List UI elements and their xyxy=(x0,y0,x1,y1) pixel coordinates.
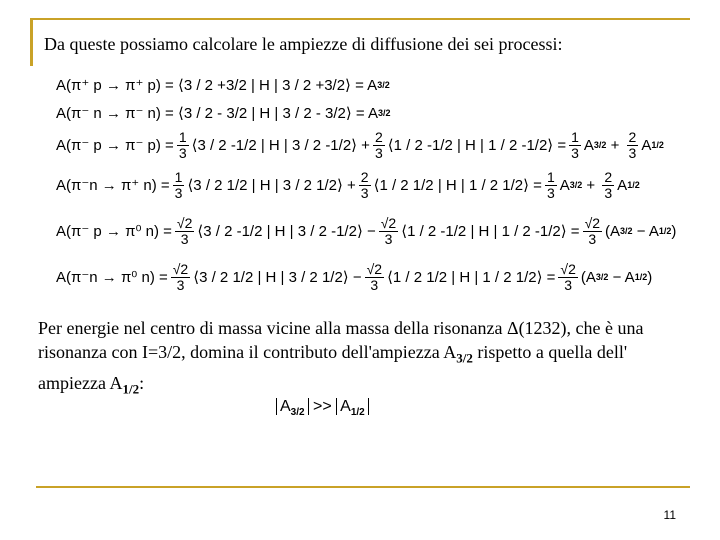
fraction: $\frac{√2}{3}$ xyxy=(584,214,601,247)
eq-process: π⁻ p → π⁻ p) = xyxy=(71,137,174,154)
top-accent-line xyxy=(30,18,690,20)
eq-process: π⁻n → π⁺ n) = xyxy=(71,177,170,194)
equation-row: A( π⁻n → π⁰ n) = $\frac{√2}{3}$ ⟨3 / 2 1/2 | H | 3 / 2 1/2⟩ − $\frac{√2}{3}$ ⟨1 / 2 1/2 | H | 1 / 2 1/2⟩ = $\frac{√2}{3}$ (A 3/2 − A 1/2 ) xyxy=(56,260,653,293)
eq-amplitude-symbol: A( xyxy=(56,76,71,94)
equation-row xyxy=(56,96,391,130)
fraction: $\frac{2}{3}$ xyxy=(360,168,369,201)
fraction: $\frac{2}{3}$ xyxy=(628,128,637,161)
slide-title: Da queste possiamo calcolare le ampiezze di diffusione dei sei processi: xyxy=(44,34,563,54)
eq-term: ) xyxy=(647,268,653,286)
eq-term: A xyxy=(559,176,570,194)
fraction: $\frac{2}{3}$ xyxy=(604,168,613,201)
equation-row: A( π⁻ p → π⁰ n) = $\frac{√2}{3}$ ⟨3 / 2 -1/2 | H | 3 / 2 -1/2⟩ − $\frac{√2}{3}$ ⟨1 / 2 -1/2 | H | 1 / 2 -1/2⟩ = $\frac{√2}{3}$ (A 3/2 − A 1/2 ) xyxy=(56,214,677,247)
eq-expression: π⁺ p → π⁺ p) = ⟨3 / 2 +3/2 | H | 3 / 2 +3/2⟩ = A xyxy=(71,77,378,94)
eq-amplitude-symbol: A( xyxy=(56,104,71,122)
eq-term: (A xyxy=(605,222,621,240)
eq-term: ⟨3 / 2 1/2 | H | 3 / 2 1/2⟩ − xyxy=(193,269,362,286)
fraction: $\frac{1}{3}$ xyxy=(546,168,555,201)
eq-amplitude-symbol: A( xyxy=(56,176,71,194)
eq-process: π⁻n → π⁰ n) = xyxy=(71,269,168,286)
fraction: $\frac{√2}{3}$ xyxy=(172,260,189,293)
fraction: $\frac{2}{3}$ xyxy=(374,128,383,161)
eq-term: − A xyxy=(608,268,635,286)
eq-term: A xyxy=(617,176,628,194)
fraction: $\frac{√2}{3}$ xyxy=(560,260,576,293)
bottom-accent-line xyxy=(36,486,690,488)
eq-term: ⟨1 / 2 -1/2 | H | 1 / 2 -1/2⟩ = xyxy=(401,223,580,240)
equation-row: A( π⁻n → π⁺ n) = $\frac{1}{3}$ ⟨3 / 2 1/2 | H | 3 / 2 1/2⟩ + $\frac{2}{3}$ ⟨1 / 2 1/2 | H | 1 / 2 1/2⟩ = $\frac{1}{3}$ A 3/2 + $\frac{2}{3}$ A 1/2 xyxy=(56,168,640,201)
eq-subscript: 3/2 xyxy=(377,80,390,90)
eq-term: A xyxy=(583,136,594,154)
eq-term: ⟨3 / 2 -1/2 | H | 3 / 2 -1/2⟩ + xyxy=(191,137,370,154)
eq-amplitude-symbol: A( xyxy=(56,268,71,286)
amplitude-inequality xyxy=(276,398,369,418)
eq-term: ⟨1 / 2 1/2 | H | 1 / 2 1/2⟩ = xyxy=(387,269,556,286)
eq-term: A xyxy=(641,136,652,154)
abs-a32: $A_{3/2}$ xyxy=(276,398,309,415)
eq-term: − A xyxy=(632,222,659,240)
eq-subscript: 3/2 xyxy=(378,108,391,118)
eq-term: ⟨3 / 2 -1/2 | H | 3 / 2 -1/2⟩ − xyxy=(197,223,376,240)
equation-row: A( π⁻ p → π⁻ p) = $\frac{1}{3}$ ⟨3 / 2 -1/2 | H | 3 / 2 -1/2⟩ + $\frac{2}{3}$ ⟨1 / 2 -1/2 | H | 1 / 2 -1/2⟩ = $\frac{1}{3}$ A 3/2 + $\frac{2}{3}$ A 1/2 xyxy=(56,128,664,161)
eq-amplitude-symbol: A( xyxy=(56,222,71,240)
left-accent-bar xyxy=(30,18,33,66)
eq-term: ⟨3 / 2 1/2 | H | 3 / 2 1/2⟩ + xyxy=(187,177,356,194)
body-paragraph: Per energie nel centro di massa vicine alla massa della risonanza Δ(1232), che è una risonanza con I=3/2, domina il contributo dell'ampiezza $A_{3/2}$ rispetto a quella dell' ampiezza $A_{1/2}$: xyxy=(38,318,644,397)
eq-expression: π⁻ n → π⁻ n) = ⟨3 / 2 - 3/2 | H | 3 / 2 - 3/2⟩ = A xyxy=(71,105,378,122)
eq-term: ⟨1 / 2 1/2 | H | 1 / 2 1/2⟩ = xyxy=(373,177,542,194)
fraction: $\frac{√2}{3}$ xyxy=(366,260,383,293)
eq-term: + xyxy=(606,136,624,154)
much-greater-operator: >> xyxy=(313,398,332,415)
eq-term: (A xyxy=(580,268,596,286)
eq-term: ⟨1 / 2 -1/2 | H | 1 / 2 -1/2⟩ = xyxy=(387,137,567,154)
fraction: $\frac{1}{3}$ xyxy=(174,168,183,201)
fraction: $\frac{1}{3}$ xyxy=(571,128,579,161)
fraction: $\frac{1}{3}$ xyxy=(178,128,187,161)
fraction: $\frac{√2}{3}$ xyxy=(380,214,397,247)
eq-amplitude-symbol: A( xyxy=(56,136,71,154)
page-number: 11 xyxy=(663,508,676,522)
eq-process: π⁻ p → π⁰ n) = xyxy=(71,223,172,240)
fraction: $\frac{√2}{3}$ xyxy=(176,214,193,247)
abs-a12: $A_{1/2}$ xyxy=(336,398,369,415)
eq-term: ) xyxy=(671,222,677,240)
eq-term: + xyxy=(582,176,600,194)
